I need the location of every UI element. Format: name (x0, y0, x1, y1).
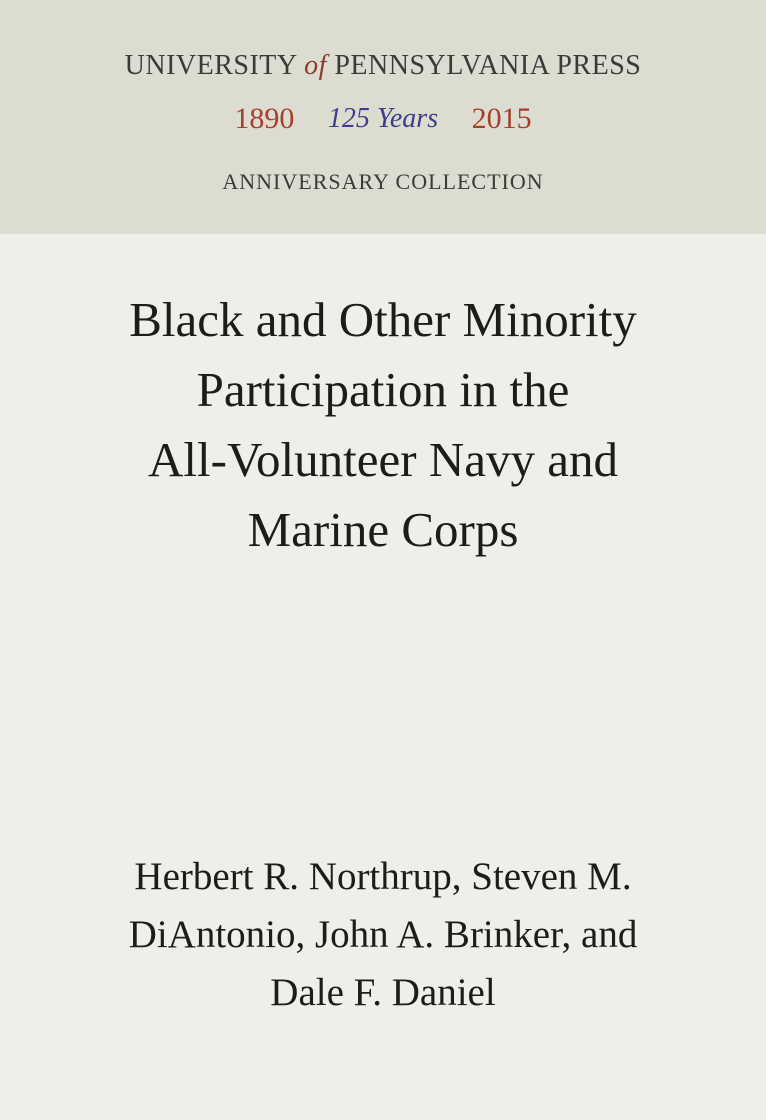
publisher-name (0, 50, 766, 82)
title-line: Marine Corps (247, 502, 519, 557)
publisher-band (0, 0, 766, 234)
anniversary-years (0, 100, 766, 136)
anniversary-mark: 125 Years (327, 103, 439, 135)
title-line: Black and Other Minority (129, 292, 637, 347)
book-authors (40, 848, 726, 1022)
year-end: 2015 (471, 102, 532, 136)
collection-name: ANNIVERSARY COLLECTION (222, 169, 544, 194)
year-start: 1890 (234, 102, 295, 136)
title-line: All-Volunteer Navy and (148, 432, 618, 487)
publisher-name-prefix: UNIVERSITY (124, 50, 305, 81)
publisher-name-of: of (304, 50, 327, 81)
author-line: Herbert R. Northrup, Steven M. (134, 855, 632, 898)
author-line: Dale F. Daniel (270, 971, 496, 1014)
title-line: Participation in the (196, 362, 570, 417)
publisher-name-suffix: PENNSYLVANIA PRESS (326, 50, 642, 81)
book-title (40, 285, 726, 565)
author-line: DiAntonio, John A. Brinker, and (128, 913, 638, 956)
